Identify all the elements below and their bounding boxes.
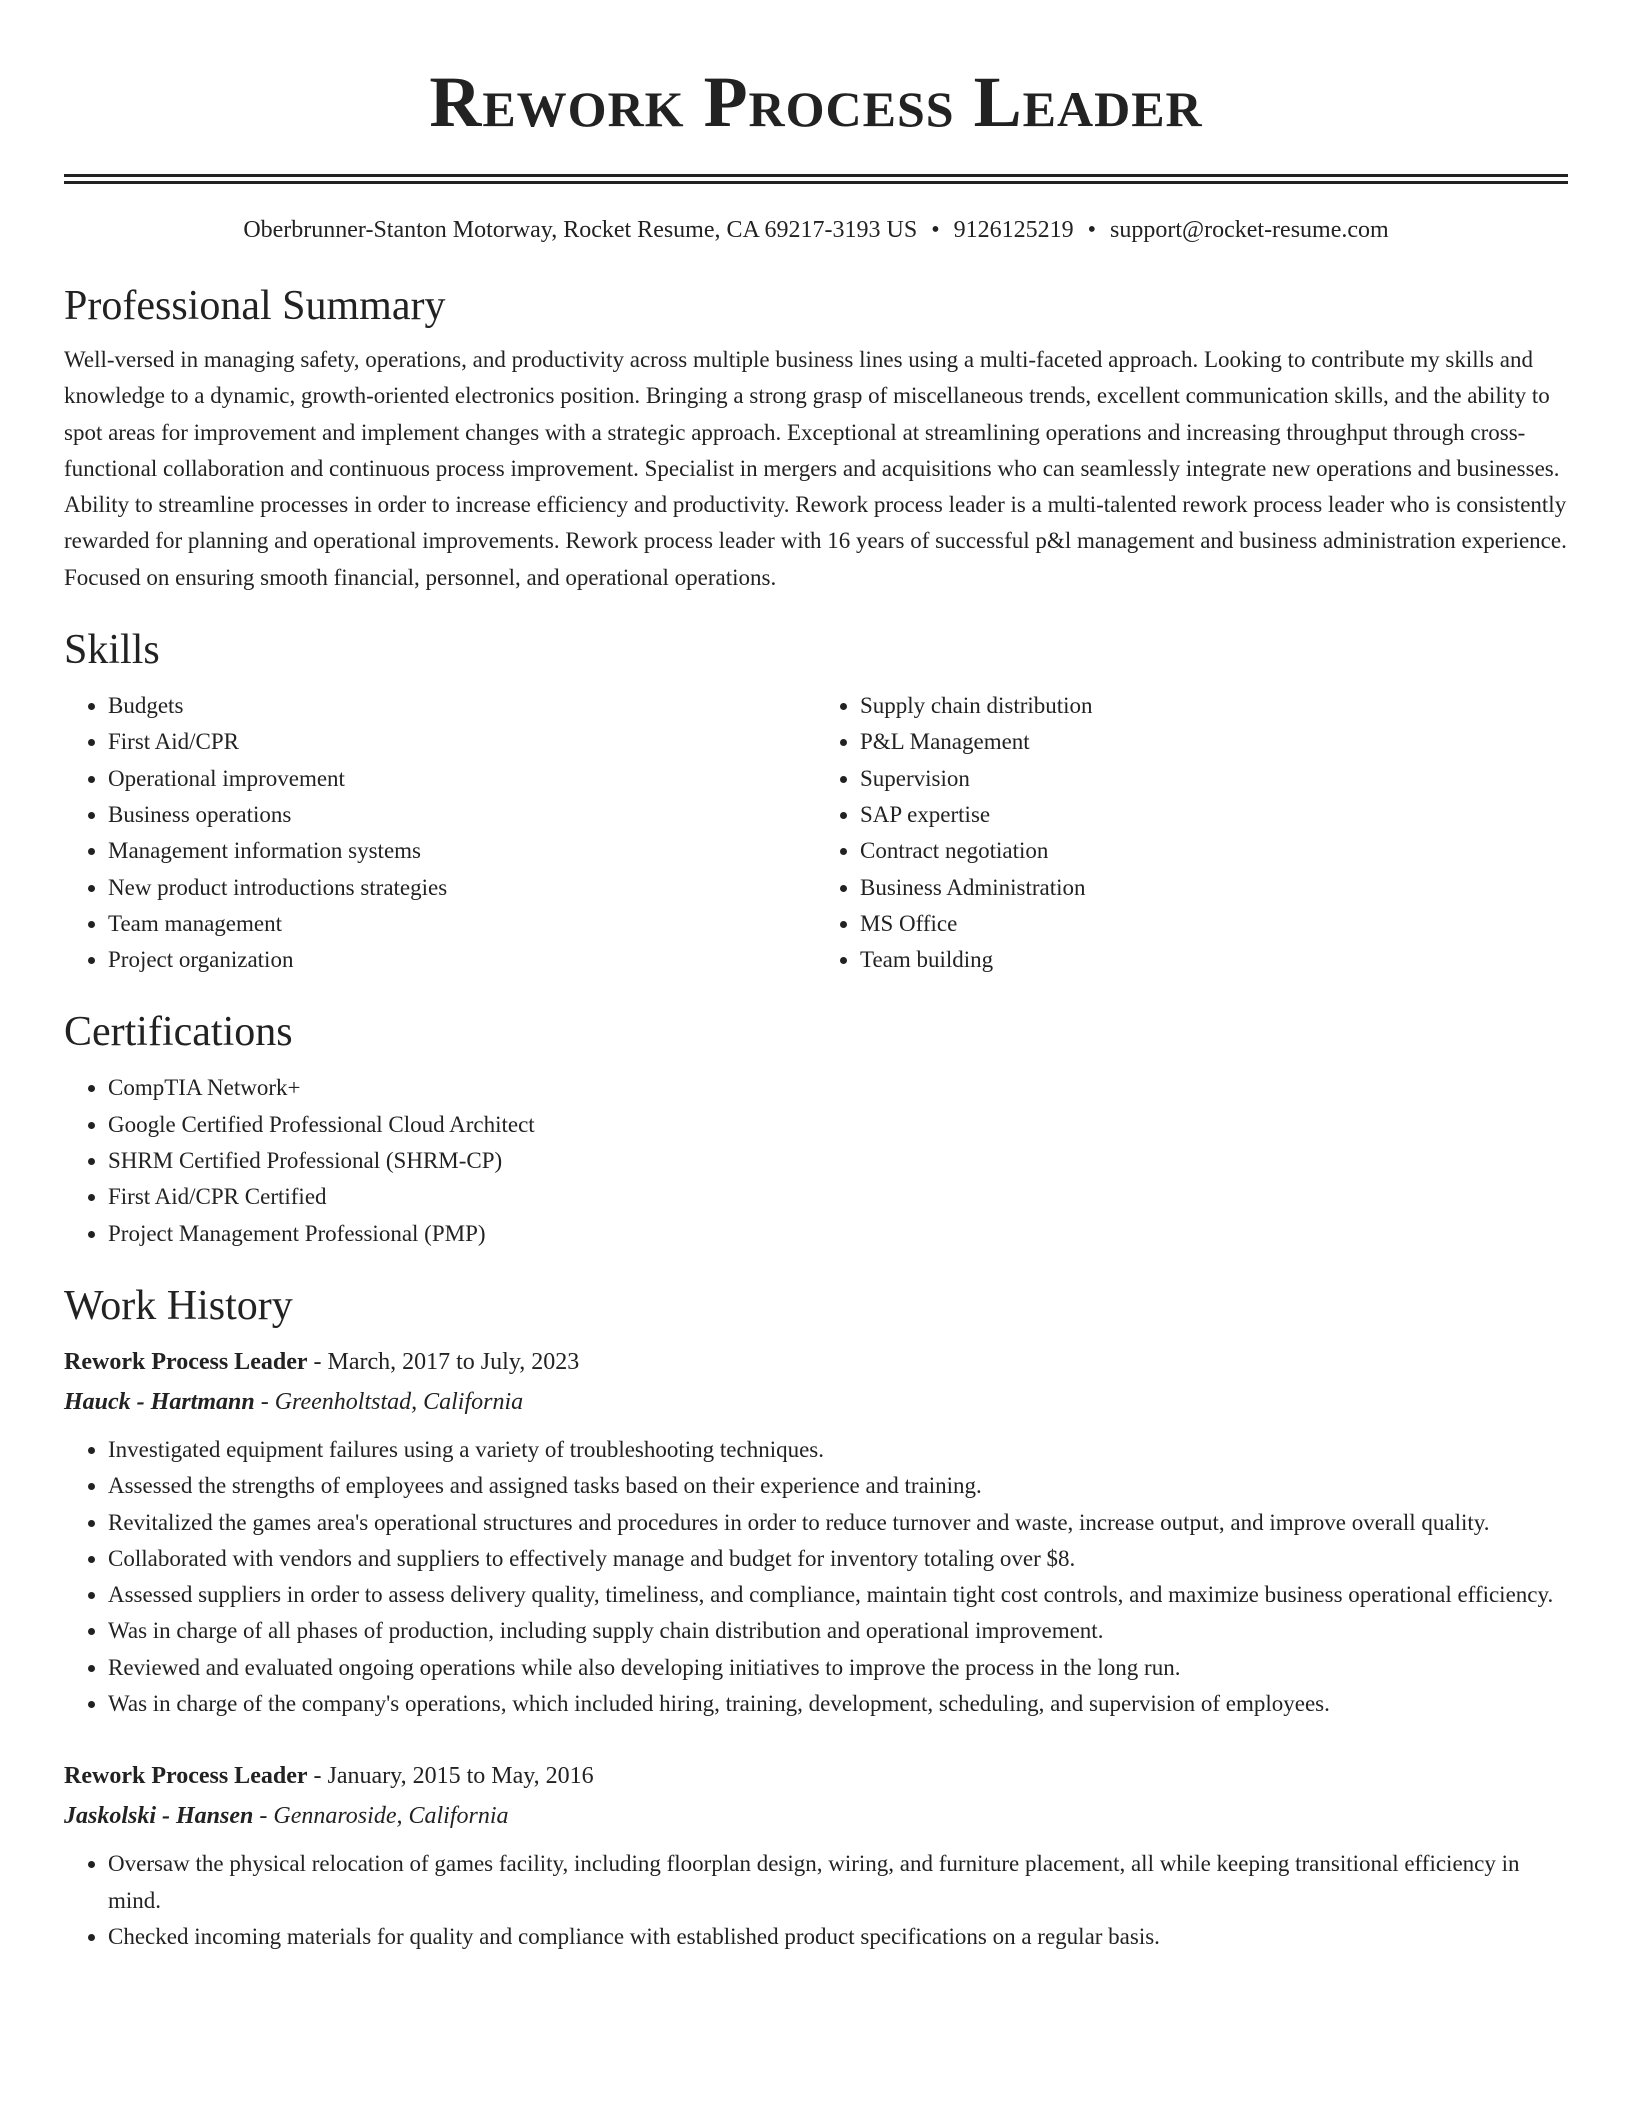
- job-bullets: [64, 1846, 1568, 1955]
- title-divider: [64, 174, 1568, 184]
- job-company: Hauck - Hartmann: [64, 1388, 255, 1415]
- skill-item: • Team building: [860, 942, 1568, 978]
- skill-item: • Operational improvement: [108, 761, 816, 797]
- skill-item: • SAP expertise: [860, 797, 1568, 833]
- job-bullet: • Checked incoming materials for quality and compliance with established product specifications on a regular basis.: [108, 1919, 1568, 1955]
- certification-item: • SHRM Certified Professional (SHRM-CP): [108, 1143, 1568, 1179]
- skills-heading: Skills: [64, 627, 160, 674]
- job-company: Jaskolski - Hansen: [64, 1803, 254, 1830]
- certifications-list: [64, 1070, 1568, 1251]
- contact-separator: •: [1087, 217, 1096, 243]
- skill-item: • Budgets: [108, 688, 816, 724]
- certification-item: • Google Certified Professional Cloud Architect: [108, 1107, 1568, 1143]
- contact-email: support@rocket-resume.com: [1110, 217, 1389, 243]
- job-dates: March, 2017 to July, 2023: [327, 1348, 580, 1375]
- work-history-heading: Work History: [64, 1282, 293, 1329]
- contact-phone: 9126125219: [953, 217, 1074, 243]
- job-company-line: Hauck - Hartmann - Greenholtstad, California: [64, 1388, 524, 1415]
- certifications-heading: Certifications: [64, 1009, 293, 1056]
- contact-address: Oberbrunner-Stanton Motorway, Rocket Resume, CA 69217-3193 US: [243, 217, 918, 243]
- skill-item: • First Aid/CPR: [108, 724, 816, 760]
- certification-item: • Project Management Professional (PMP): [108, 1216, 1568, 1252]
- job-title: Rework Process Leader: [64, 1348, 308, 1375]
- skill-item: • MS Office: [860, 906, 1568, 942]
- job-bullet: • Assessed suppliers in order to assess delivery quality, timeliness, and compliance, maintain tight cost controls, and maximize business operational efficiency.: [108, 1577, 1568, 1613]
- skill-item: • Contract negotiation: [860, 833, 1568, 869]
- skills-list-right: [816, 688, 1568, 978]
- skills-list-left: [64, 688, 816, 978]
- certification-item: • CompTIA Network+: [108, 1070, 1568, 1106]
- skill-item: • Supply chain distribution: [860, 688, 1568, 724]
- skill-item: • Business Administration: [860, 870, 1568, 906]
- job-entry: [64, 1756, 1568, 1955]
- skill-item: • Team management: [108, 906, 816, 942]
- skills-columns: [64, 688, 1568, 978]
- job-bullets: [64, 1432, 1568, 1722]
- job-bullet: • Revitalized the games area's operational structures and procedures in order to reduce turnover and waste, increase output, and improve overall quality.: [108, 1505, 1568, 1541]
- skill-item: • Management information systems: [108, 833, 816, 869]
- resume-title: Rework Process Leader: [429, 62, 1203, 142]
- summary-text: Well-versed in managing safety, operations, and productivity across multiple business lines using a multi-faceted approach. Looking to contribute my skills and knowledge to a dynamic, growth-oriented electronics position. Bringing a strong grasp of miscellaneous trends, excellent communication skills, and the ability to spot areas for improvement and implement changes with a strategic approach. Exceptional at streamlining operations and increasing throughput through cross-functional collaboration and continuous process improvement. Specialist in mergers and acquisitions who can seamlessly integrate new operations and businesses. Ability to streamline processes in order to increase efficiency and productivity. Rework process leader is a multi-talented rework process leader who is consistently rewarded for planning and operational improvements. Rework process leader with 16 years of successful p&l management and business administration experience. Focused on ensuring smooth financial, personnel, and operational operations.: [64, 347, 1567, 590]
- contact-line: [64, 214, 1568, 246]
- skill-item: • P&L Management: [860, 724, 1568, 760]
- skill-item: • Project organization: [108, 942, 816, 978]
- job-bullet: • Was in charge of the company's operations, which included hiring, training, development, scheduling, and supervision of employees.: [108, 1686, 1568, 1722]
- job-bullet: • Collaborated with vendors and suppliers to effectively manage and budget for inventory totaling over $8.: [108, 1541, 1568, 1577]
- job-bullet: • Was in charge of all phases of production, including supply chain distribution and operational improvement.: [108, 1613, 1568, 1649]
- skill-item: • New product introductions strategies: [108, 870, 816, 906]
- job-bullet: • Reviewed and evaluated ongoing operations while also developing initiatives to improve the process in the long run.: [108, 1650, 1568, 1686]
- job-bullet: • Oversaw the physical relocation of games facility, including floorplan design, wiring, and furniture placement, all while keeping transitional efficiency in mind.: [108, 1846, 1568, 1919]
- job-title-line: Rework Process Leader - March, 2017 to July, 2023: [64, 1348, 580, 1375]
- job-title: Rework Process Leader: [64, 1763, 308, 1790]
- job-bullet: • Assessed the strengths of employees and assigned tasks based on their experience and training.: [108, 1468, 1568, 1504]
- job-location: Gennaroside, California: [273, 1803, 509, 1830]
- job-bullet: • Investigated equipment failures using a variety of troubleshooting techniques.: [108, 1432, 1568, 1468]
- job-entry: [64, 1342, 1568, 1722]
- job-company-line: Jaskolski - Hansen - Gennaroside, California: [64, 1803, 509, 1830]
- job-location: Greenholtstad, California: [274, 1388, 524, 1415]
- job-title-line: Rework Process Leader - January, 2015 to May, 2016: [64, 1763, 594, 1790]
- summary-heading: Professional Summary: [64, 283, 446, 329]
- skill-item: • Business operations: [108, 797, 816, 833]
- certification-item: • First Aid/CPR Certified: [108, 1179, 1568, 1215]
- skill-item: • Supervision: [860, 761, 1568, 797]
- job-dates: January, 2015 to May, 2016: [327, 1763, 594, 1790]
- contact-separator: •: [931, 217, 940, 243]
